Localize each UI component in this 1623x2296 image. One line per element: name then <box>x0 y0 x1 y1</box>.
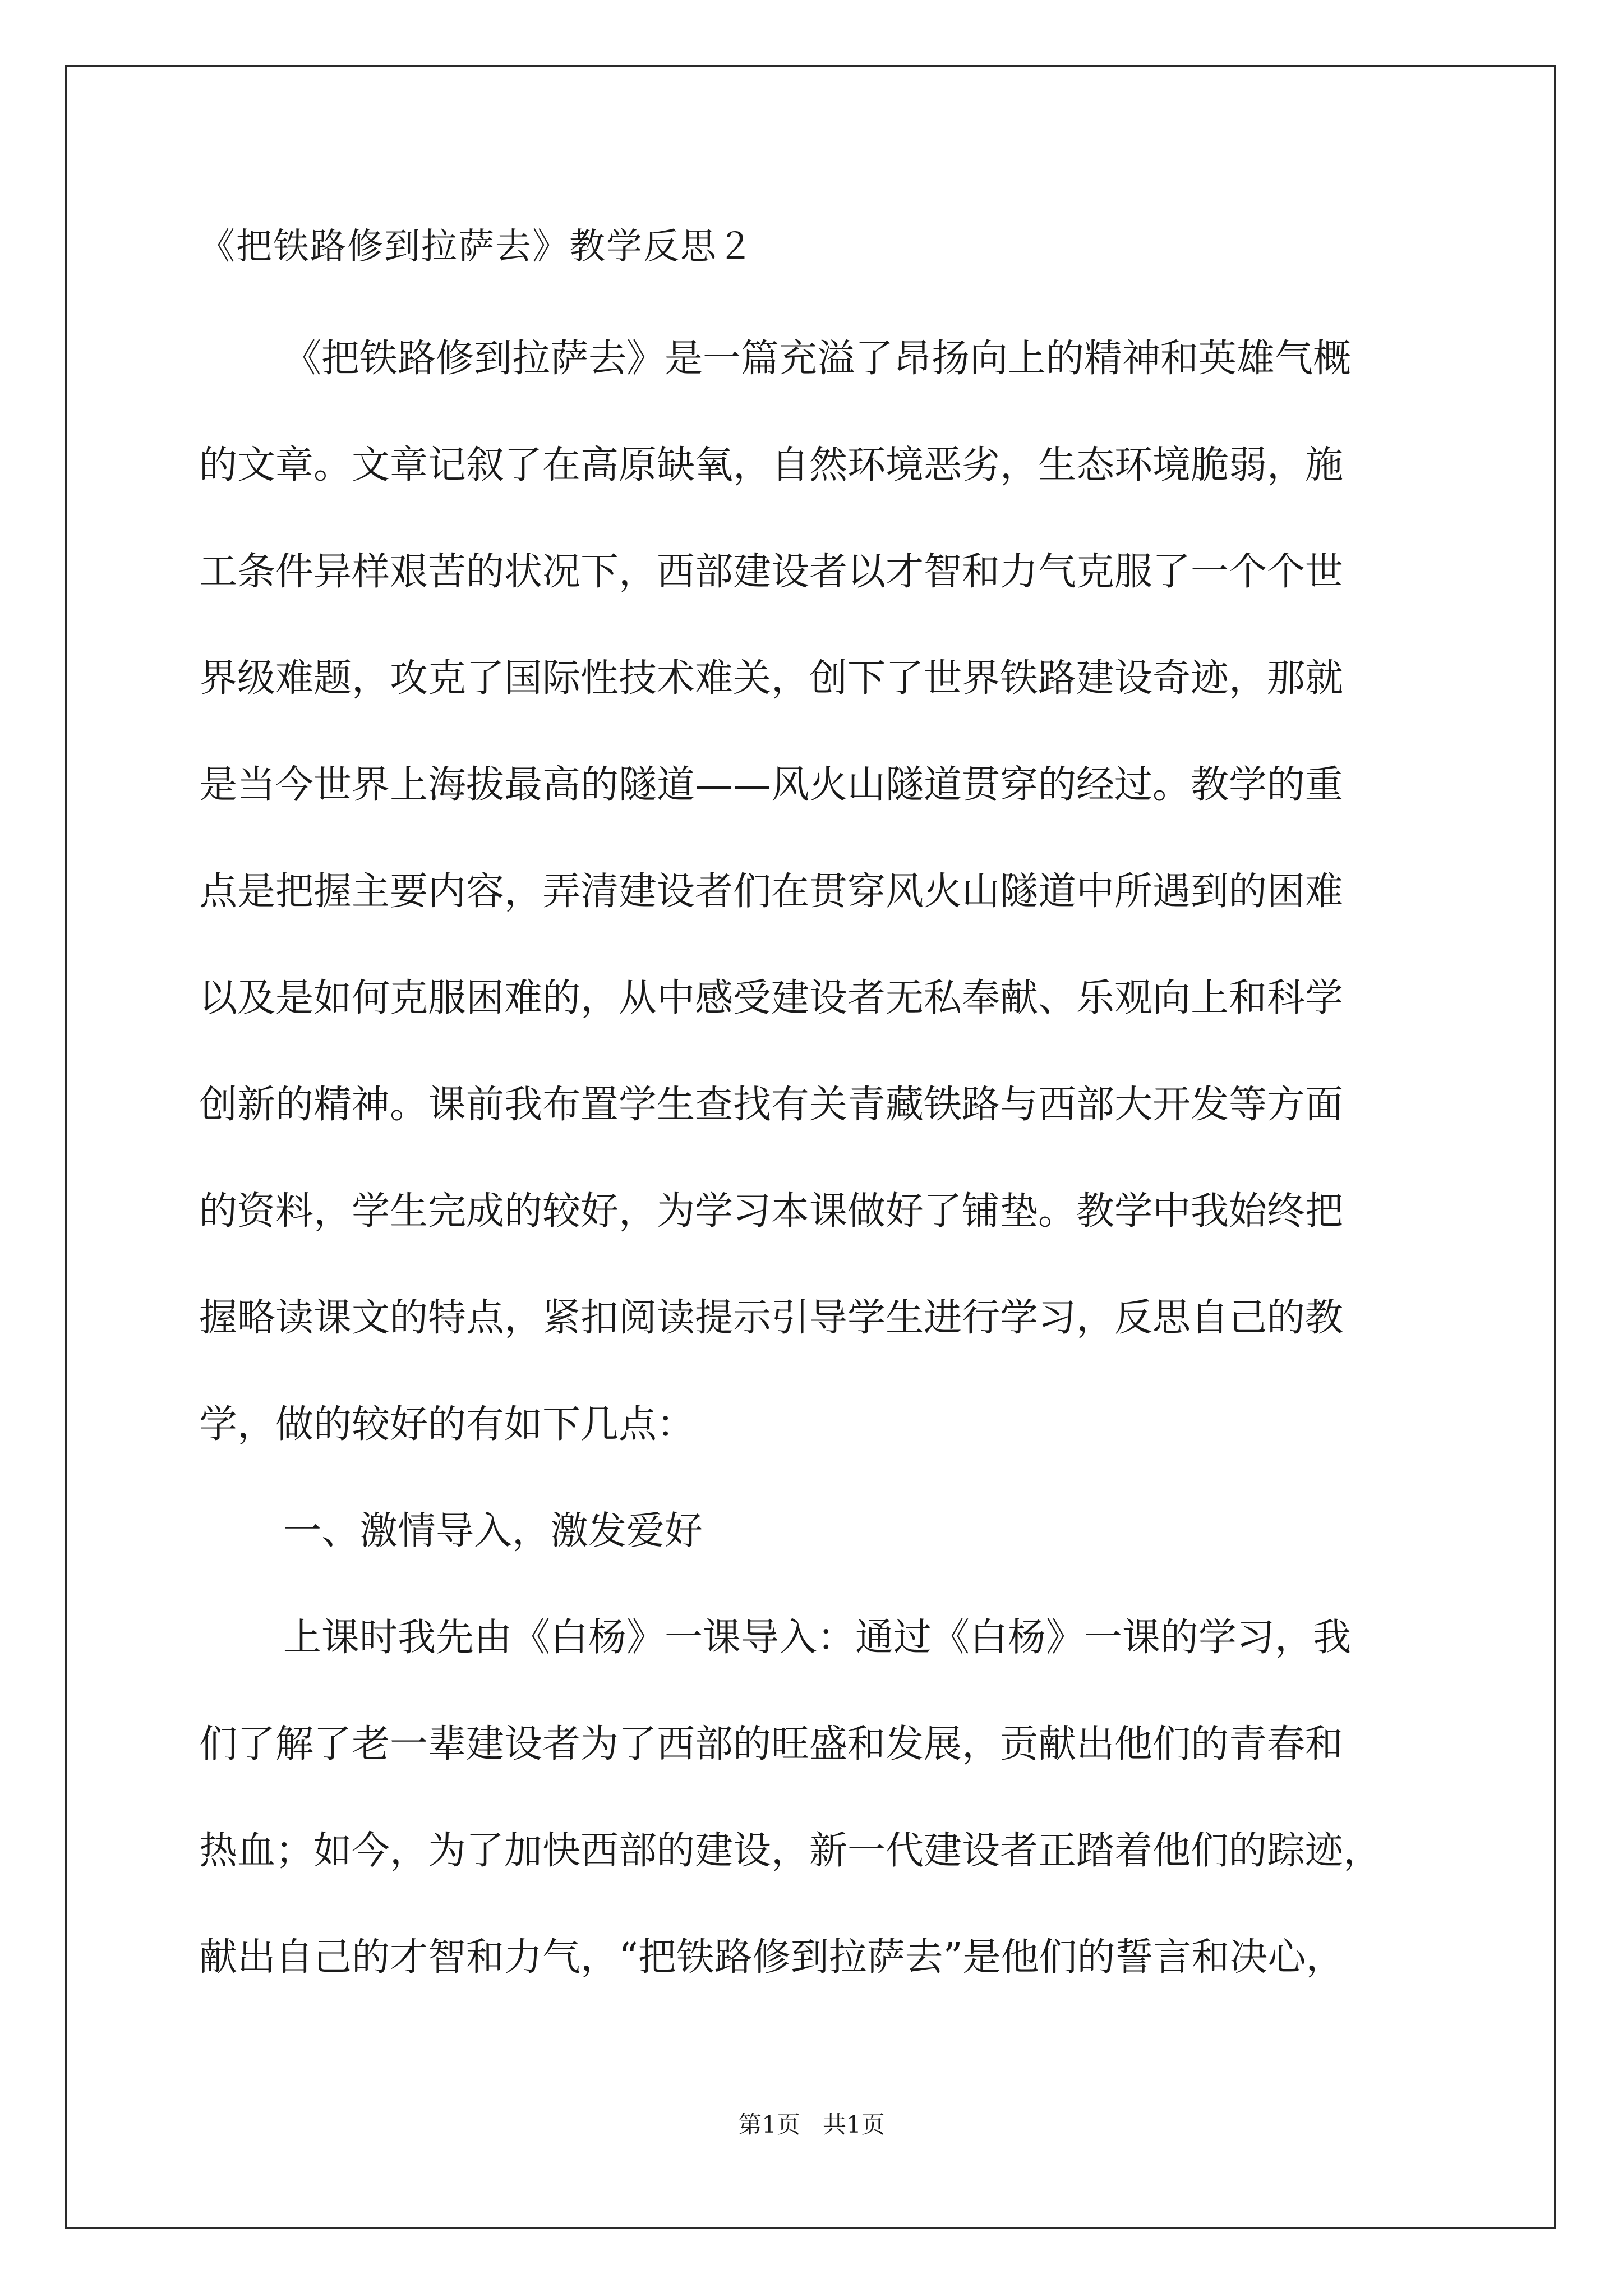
paragraph-line-7: 以及是如何克服困难的，从中感受建设者无私奉献、乐观向上和科学 <box>199 976 1344 1020</box>
paragraph-line-1: 《把铁路修到拉萨去》是一篇充溢了昂扬向上的精神和英雄气概 <box>283 337 1352 381</box>
page-footer: 第1页 共1页 <box>738 2111 885 2138</box>
document-title: 《把铁路修到拉萨去》教学反思２ <box>199 226 754 268</box>
paragraph-line-11: 学，做的较好的有如下几点： <box>199 1402 695 1447</box>
paragraph-line-5: 是当今世界上海拔最高的隧道——风火山隧道贯穿的经过。教学的重 <box>199 763 1344 807</box>
paragraph-line-10: 握略读课文的特点，紧扣阅读提示引导学生进行学习，反思自己的教 <box>199 1296 1344 1340</box>
section-heading: 一、激情导入，激发爱好 <box>283 1509 703 1553</box>
paragraph-line-8: 创新的精神。课前我布置学生查找有关青藏铁路与西部大开发等方面 <box>199 1083 1344 1127</box>
paragraph-line-12: 上课时我先由《白杨》一课导入：通过《白杨》一课的学习，我 <box>283 1616 1352 1660</box>
paragraph-line-15: 献出自己的才智和力气，“把铁路修到拉萨去”是他们的誓言和决心， <box>199 1935 1344 1980</box>
paragraph-line-6: 点是把握主要内容，弄清建设者们在贯穿风火山隧道中所遇到的困难 <box>199 869 1344 914</box>
page-border <box>65 65 1556 2229</box>
paragraph-line-9: 的资料，学生完成的较好，为学习本课做好了铺垫。教学中我始终把 <box>199 1189 1344 1234</box>
paragraph-line-14: 热血；如今，为了加快西部的建设，新一代建设者正踏着他们的踪迹， <box>199 1829 1382 1873</box>
paragraph-line-2: 的文章。文章记叙了在高原缺氧，自然环境恶劣，生态环境脆弱，施 <box>199 443 1344 487</box>
paragraph-line-4: 界级难题，攻克了国际性技术难关，创下了世界铁路建设奇迹，那就 <box>199 656 1344 701</box>
paragraph-line-13: 们了解了老一辈建设者为了西部的旺盛和发展，贡献出他们的青春和 <box>199 1722 1344 1766</box>
paragraph-line-3: 工条件异样艰苦的状况下，西部建设者以才智和力气克服了一个个世 <box>199 550 1344 594</box>
